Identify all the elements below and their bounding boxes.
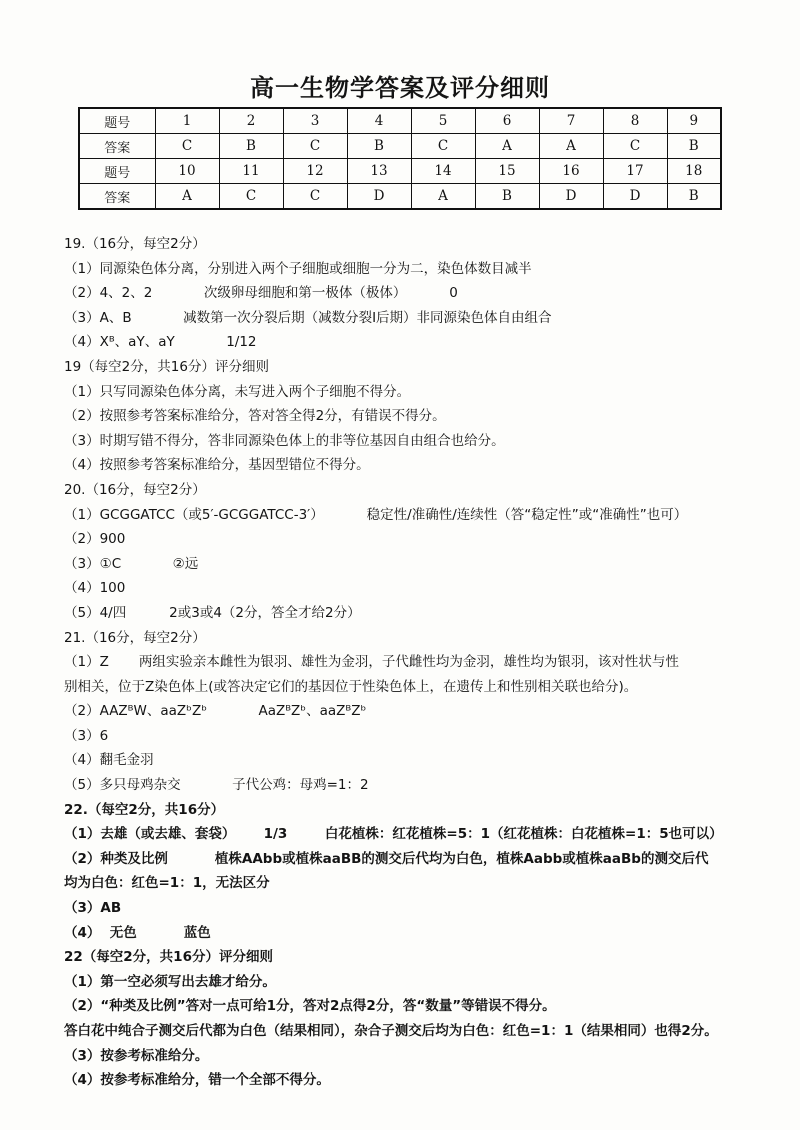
answer-line-text: （5）多只母鸡杂交 子代公鸡：母鸡=1：2 bbox=[64, 777, 369, 794]
table-cell: 7 bbox=[539, 108, 603, 134]
answer-line bbox=[64, 945, 754, 970]
table-row bbox=[79, 108, 721, 134]
table-cell: A bbox=[475, 134, 539, 159]
answer-line-text: （3）A、B 减数第一次分裂后期（减数分裂Ⅰ后期）非同源染色体自由组合 bbox=[64, 309, 552, 326]
answer-line-text: （3）按参考标准给分。 bbox=[64, 1047, 209, 1064]
answer-line bbox=[64, 1044, 754, 1069]
answer-line-text: （5）4/四 2或3或4（2分，答全才给2分） bbox=[64, 604, 361, 621]
table-cell: 10 bbox=[155, 159, 219, 184]
answer-line bbox=[64, 748, 754, 773]
answer-line-text: 22.（每空2分，共16分） bbox=[64, 801, 225, 818]
answer-line-text: 22（每空2分，共16分）评分细则 bbox=[64, 949, 273, 966]
table-cell: 16 bbox=[539, 159, 603, 184]
table-cell: B bbox=[219, 134, 283, 159]
answer-line-text: （1）第一空必须写出去雄才给分。 bbox=[64, 973, 276, 990]
table-cell: 15 bbox=[475, 159, 539, 184]
table-cell: 1 bbox=[155, 108, 219, 134]
answer-line-text: 均为白色：红色=1：1，无法区分 bbox=[64, 875, 270, 892]
answer-text-block bbox=[64, 232, 754, 1093]
table-cell: 11 bbox=[219, 159, 283, 184]
answer-line-text: （2）按照参考答案标准给分，答对答全得2分，有错误不得分。 bbox=[64, 408, 446, 425]
answer-line-text: 别相关，位于Z染色体上(或答决定它们的基因位于性染色体上，在遗传上和性别相关联也给分)。 bbox=[64, 678, 638, 695]
table-row bbox=[79, 134, 721, 159]
answer-line bbox=[64, 773, 754, 798]
answer-line bbox=[64, 650, 754, 675]
table-cell: A bbox=[155, 184, 219, 210]
answer-line bbox=[64, 970, 754, 995]
table-cell: C bbox=[283, 184, 347, 210]
table-cell: 13 bbox=[347, 159, 411, 184]
answer-line-text: （4）翻毛金羽 bbox=[64, 752, 154, 769]
table-cell: D bbox=[347, 184, 411, 210]
answer-line-text: （4）Xᴮ、aY、aY 1/12 bbox=[64, 334, 257, 351]
table-cell: A bbox=[411, 184, 475, 210]
answer-line bbox=[64, 380, 754, 405]
answer-line bbox=[64, 257, 754, 282]
table-cell: D bbox=[603, 184, 667, 210]
answer-line-text: （1）GCGGATCC（或5′-GCGGATCC-3′） 稳定性/准确性/连续性（答“稳定性”或“准确性”也可） bbox=[64, 506, 688, 523]
answer-line-text: （2）种类及比例 植株AAbb或植株aaBB的测交后代均为白色，植株Aabb或植株aaBb的测交后代 bbox=[64, 850, 709, 867]
answer-line bbox=[64, 675, 754, 700]
answer-line bbox=[64, 699, 754, 724]
answer-line bbox=[64, 576, 754, 601]
table-cell: 2 bbox=[219, 108, 283, 134]
table-cell: B bbox=[667, 184, 721, 210]
answer-line bbox=[64, 404, 754, 429]
table-cell: C bbox=[411, 134, 475, 159]
answer-line-text: （1）去雄（或去雄、套袋） 1/3 白花植株：红花植株=5：1（红花植株：白花植株=1：5也可以） bbox=[64, 826, 723, 843]
answer-line bbox=[64, 429, 754, 454]
answer-line-text: （3）①C ②远 bbox=[64, 555, 199, 572]
table-row bbox=[79, 159, 721, 184]
table-cell: D bbox=[539, 184, 603, 210]
answer-line-text: 19.（16分，每空2分） bbox=[64, 236, 206, 252]
answer-line bbox=[64, 896, 754, 921]
answer-line-text: （1）同源染色体分离，分别进入两个子细胞或细胞一分为二，染色体数目减半 bbox=[64, 260, 532, 277]
answer-line bbox=[64, 626, 754, 651]
answer-line-text: （2）900 bbox=[64, 531, 126, 548]
answer-key-table bbox=[78, 107, 722, 210]
answer-line-text: 19（每空2分，共16分）评分细则 bbox=[64, 358, 269, 375]
answer-line-text: （1）只写同源染色体分离，未写进入两个子细胞不得分。 bbox=[64, 383, 411, 400]
answer-line-text: 答白花中纯合子测交后代都为白色（结果相同），杂合子测交后均为白色：红色=1：1（结果相同）也得2分。 bbox=[64, 1023, 718, 1039]
answer-line bbox=[64, 552, 754, 577]
answer-line-text: （3）6 bbox=[64, 727, 109, 744]
answer-line bbox=[64, 601, 754, 626]
table-row-header: 答案 bbox=[79, 184, 155, 210]
answer-line-text: 20.（16分，每空2分） bbox=[64, 481, 206, 498]
answer-line bbox=[64, 355, 754, 380]
answer-line-text: （4）按参考标准给分，错一个全部不得分。 bbox=[64, 1072, 330, 1089]
table-row-header: 答案 bbox=[79, 134, 155, 159]
answer-line-text: （2）AAZᴮW、aaZᵇZᵇ AaZᴮZᵇ、aaZᴮZᵇ bbox=[64, 703, 367, 720]
answer-line bbox=[64, 306, 754, 331]
table-cell: C bbox=[219, 184, 283, 210]
table-cell: B bbox=[475, 184, 539, 210]
table-cell: 6 bbox=[475, 108, 539, 134]
table-cell: C bbox=[155, 134, 219, 159]
table-row-header: 题号 bbox=[79, 108, 155, 134]
table-cell: 3 bbox=[283, 108, 347, 134]
table-cell: B bbox=[667, 134, 721, 159]
table-cell: 5 bbox=[411, 108, 475, 134]
answer-line bbox=[64, 1068, 754, 1093]
answer-line bbox=[64, 453, 754, 478]
answer-line bbox=[64, 724, 754, 749]
table-cell: 17 bbox=[603, 159, 667, 184]
answer-line bbox=[64, 847, 754, 872]
table-cell: A bbox=[539, 134, 603, 159]
table-cell: 14 bbox=[411, 159, 475, 184]
table-cell: 18 bbox=[667, 159, 721, 184]
page-title: 高一生物学答案及评分细则 bbox=[250, 74, 550, 102]
answer-line bbox=[64, 232, 754, 257]
table-row-header: 题号 bbox=[79, 159, 155, 184]
answer-line bbox=[64, 822, 754, 847]
answer-line-text: （1）Z 两组实验亲本雌性为银羽、雄性为金羽，子代雌性均为金羽，雄性均为银羽，该对性状与性 bbox=[64, 654, 679, 671]
table-cell: 12 bbox=[283, 159, 347, 184]
answer-line bbox=[64, 871, 754, 896]
answer-line-text: （3）AB bbox=[64, 900, 122, 917]
table-row bbox=[79, 184, 721, 210]
table-cell: C bbox=[603, 134, 667, 159]
table-cell: B bbox=[347, 134, 411, 159]
answer-line-text: （4）按照参考答案标准给分，基因型错位不得分。 bbox=[64, 457, 370, 474]
answer-line bbox=[64, 1019, 754, 1044]
answer-line-text: （2）“种类及比例”答对一点可给1分，答对2点得2分，答“数量”等错误不得分。 bbox=[64, 998, 556, 1015]
answer-line-text: （2）4、2、2 次级卵母细胞和第一极体（极体） 0 bbox=[64, 285, 458, 302]
table-cell: 9 bbox=[667, 108, 721, 134]
answer-line bbox=[64, 527, 754, 552]
answer-line-text: （4）100 bbox=[64, 580, 126, 597]
answer-line bbox=[64, 330, 754, 355]
table-cell: C bbox=[283, 134, 347, 159]
answer-line bbox=[64, 478, 754, 503]
answer-line-text: （4） 无色 蓝色 bbox=[64, 924, 211, 941]
table-cell: 4 bbox=[347, 108, 411, 134]
answer-line-text: （3）时期写错不得分，答非同源染色体上的非等位基因自由组合也给分。 bbox=[64, 432, 505, 449]
table-cell: 8 bbox=[603, 108, 667, 134]
answer-line bbox=[64, 281, 754, 306]
answer-line bbox=[64, 994, 754, 1019]
answer-line bbox=[64, 503, 754, 528]
answer-line bbox=[64, 798, 754, 823]
answer-line bbox=[64, 921, 754, 946]
answer-line-text: 21.（16分，每空2分） bbox=[64, 629, 206, 646]
